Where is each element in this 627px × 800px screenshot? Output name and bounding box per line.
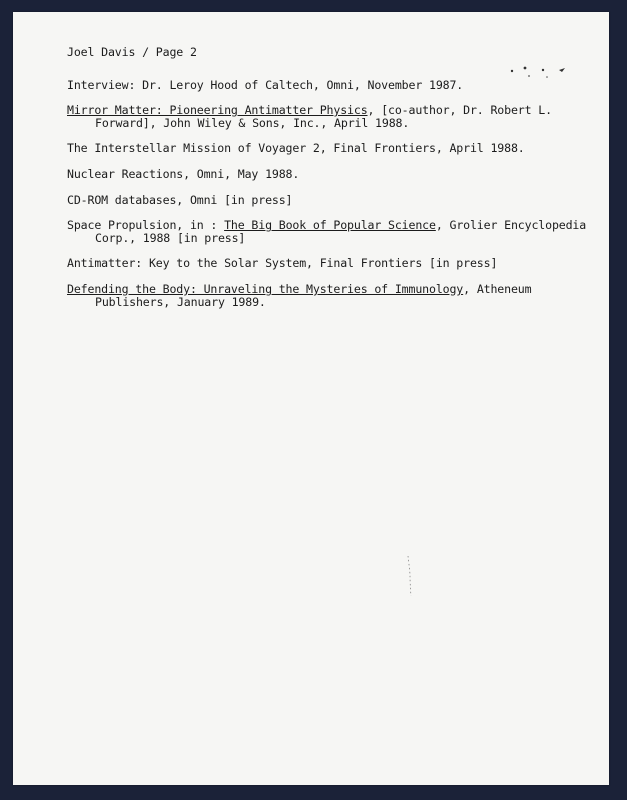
entry-text: CD-ROM databases, Omni [in press] [67,192,293,207]
entry-text: Antimatter: Key to the Solar System, Final Frontiers [in press] [67,256,498,271]
entry-text: The Interstellar Mission of Voyager 2, Final Frontiers, April 1988. [67,141,525,156]
document-text [67,45,593,321]
bibliography-entry [67,283,587,308]
entry-text: , Atheneum Publishers, January 1989. [95,281,539,309]
entry-title: Defending the Body: Unraveling the Mysteries of Immunology [67,281,464,296]
pencil-mark [406,554,416,604]
bibliography-entry [67,79,587,92]
entry-text: , Grolier Encyclopedia Corp., 1988 [in press] [95,218,593,245]
bibliography-entry [67,142,587,155]
bibliography-entry [67,168,587,181]
page-header: Joel Davis / Page 2 [67,45,197,59]
document-page [13,12,609,785]
bibliography-entry [67,194,587,207]
entry-text: , [co-author, Dr. Robert L. Forward], John Wiley & Sons, Inc., April 1988. [95,103,559,130]
entry-text: Nuclear Reactions, Omni, May 1988. [67,166,300,181]
bibliography-entry [67,104,587,129]
entry-title: Mirror Matter: Pioneering Antimatter Physics [67,103,368,118]
bibliography-entry [67,257,587,270]
entry-title: The Big Book of Popular Science [224,218,436,233]
bibliography-entry [67,218,593,245]
entry-text: Space Propulsion, in : [67,218,225,233]
entry-text: Interview: Dr. Leroy Hood of Caltech, Omni, November 1987. [67,77,464,92]
